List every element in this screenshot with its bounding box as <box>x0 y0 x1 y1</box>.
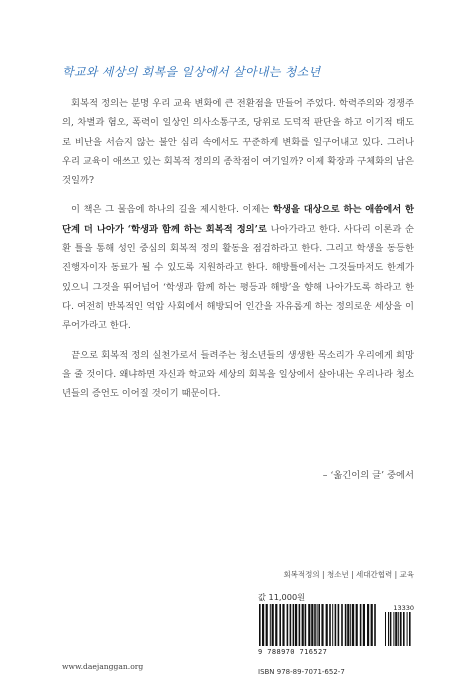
barcode-bar <box>338 604 340 646</box>
barcode-bars <box>258 604 378 648</box>
barcode-digits: 9 788970 716527 <box>258 648 328 656</box>
text-run: 이 책은 그 물음에 하나의 길을 제시한다. 이제는 <box>71 204 273 216</box>
barcode-bar <box>400 612 402 646</box>
barcode-bar <box>393 612 394 646</box>
barcode-bar <box>371 604 373 646</box>
barcode-bar <box>266 604 268 646</box>
website: www.daejanggan.org <box>62 662 144 671</box>
barcode-bar <box>295 604 297 646</box>
quote-source: – ‘옮긴이의 글’ 중에서 <box>322 470 414 481</box>
barcode-bar <box>363 604 365 646</box>
barcode-bar <box>356 604 358 646</box>
barcode-bar <box>388 612 389 646</box>
body-text <box>62 94 414 413</box>
barcode-bar <box>395 612 397 646</box>
barcode-bar <box>335 604 337 646</box>
barcode-bar <box>352 604 354 646</box>
barcode-bar <box>360 604 362 646</box>
barcode-bar <box>317 604 318 646</box>
barcode-bar <box>299 604 301 646</box>
emphasis-text: 학생을 대상으로 하는 애씀에서 한 단계 더 나아가 ‘학생과 함께 하는 회복적 정의’로 <box>62 204 414 235</box>
text-run: 나아가라고 한다. 사다리 이론과 순환 틀을 통해 성인 중심의 회복적 정의 활동을 점검하라고 한다. 그리고 학생을 동등한 진행자이자 동료가 될 수 있도록 지원하라고 한다. 해방틀에서는 그것들마저도 한계가 있으니 그것을 뛰어넘어 ‘학생과 함께 하는 평등과 해방’을 향해 나아가도록 하라고 한다. 여전히 반복적인 억압 사회에서 해방되어 인간을 자유롭게 하는 정의로운 세상을 이루어가라고 한다. <box>62 223 415 332</box>
barcode-bar <box>332 604 333 646</box>
barcode-bar <box>321 604 323 646</box>
barcode-bar <box>262 604 264 646</box>
paragraph-1 <box>62 94 414 190</box>
barcode-bar <box>314 604 316 646</box>
barcode-bar <box>347 604 349 646</box>
barcode-bar <box>282 604 284 646</box>
barcode-addon: 13330 <box>393 604 414 612</box>
barcode-bar <box>398 612 399 646</box>
barcode-bar <box>308 604 310 646</box>
isbn: ISBN 978-89-7071-652-7 <box>258 668 345 676</box>
barcode-bar <box>270 604 271 646</box>
barcode-bar <box>385 612 386 646</box>
barcode-bar <box>272 604 274 646</box>
text-run: 회복적 정의는 분명 우리 교육 변화에 큰 전환점을 만들어 주었다. 학력주의와 경쟁주의, 차별과 혐오, 폭력이 일상인 의사소통구조, 당위로 도덕적 판단을 하고 이기적 태도로 비난을 서슴지 않는 불안 심리 속에서도 꾸준하게 변화를 일구어내고 있다. 그러나 우리 교육이 애쓰고 있는 회복적 정의의 종착점이 여기일까? 이제 확장과 구체화의 남은 것일까? <box>62 98 414 187</box>
barcode-bar <box>403 612 405 646</box>
barcode-bar <box>287 604 289 646</box>
barcode-bar <box>409 612 411 646</box>
barcode <box>258 604 414 666</box>
text-run: 끝으로 회복적 정의 실천가로서 들려주는 청소년들의 생생한 목소리가 우리에게 희망을 줄 것이다. 왜냐하면 자신과 학교와 세상의 회복을 일상에서 살아내는 우리나라 청소년들의 증언도 이어질 것이기 때문이다. <box>62 349 414 400</box>
barcode-bar <box>279 604 281 646</box>
paragraph-3 <box>62 346 414 404</box>
price: 값 11,000원 <box>258 592 306 602</box>
keywords: 회복적정의 | 청소년 | 세대간협력 | 교육 <box>283 570 414 579</box>
barcode-bar <box>293 604 295 646</box>
paragraph-2 <box>62 200 414 335</box>
barcode-bar <box>341 604 343 646</box>
barcode-bar <box>275 604 277 646</box>
barcode-bar <box>329 604 331 646</box>
barcode-addon-bars <box>384 612 414 652</box>
barcode-bar <box>407 612 408 646</box>
barcode-bar <box>374 604 376 646</box>
barcode-bar <box>318 604 320 646</box>
barcode-bar <box>259 604 261 646</box>
barcode-bar <box>290 604 292 646</box>
barcode-bar <box>345 604 347 646</box>
barcode-bar <box>302 604 304 646</box>
tagline: 학교와 세상의 회복을 일상에서 살아내는 청소년 <box>62 65 321 79</box>
barcode-bar <box>311 604 313 646</box>
barcode-bar <box>390 612 392 646</box>
barcode-bar <box>350 604 351 646</box>
barcode-bar <box>367 604 369 646</box>
barcode-bar <box>305 604 307 646</box>
barcode-bar <box>326 604 328 646</box>
